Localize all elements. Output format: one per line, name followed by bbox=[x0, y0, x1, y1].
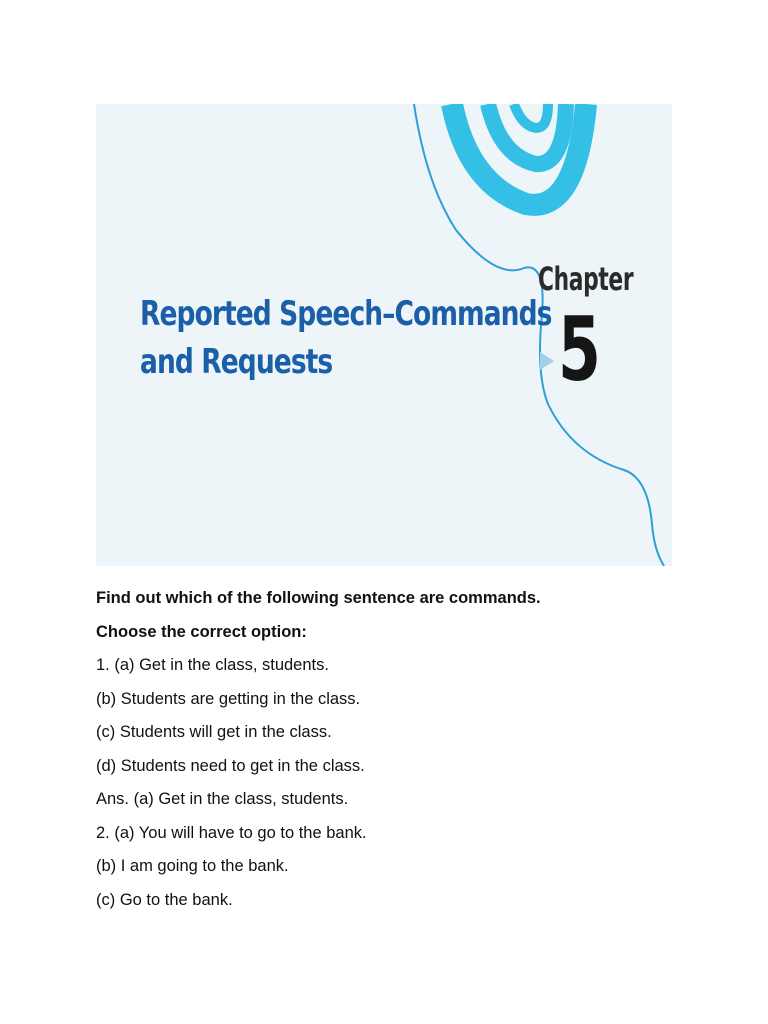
chapter-title-line-1: Reported Speech–Commands bbox=[140, 294, 552, 334]
exercise-line: 1. (a) Get in the class, students. bbox=[96, 656, 329, 674]
exercise-content bbox=[96, 582, 696, 917]
swirl-arc-inner bbox=[514, 104, 548, 128]
play-triangle-icon bbox=[540, 352, 554, 370]
chapter-number: 5 bbox=[558, 298, 601, 401]
exercise-line: (b) Students are getting in the class. bbox=[96, 689, 361, 708]
exercise-line: (b) I am going to the bank. bbox=[96, 857, 289, 875]
chapter-label: Chapter bbox=[538, 260, 634, 298]
chapter-title bbox=[140, 290, 552, 386]
chapter-banner bbox=[96, 104, 672, 566]
exercise-line: 2. (a) You will have to go to the bank. bbox=[96, 823, 367, 842]
instruction-heading: Find out which of the following sentence are commands. bbox=[96, 589, 541, 607]
exercise-line: (d) Students need to get in the class. bbox=[96, 756, 365, 775]
answer-line: Ans. (a) Get in the class, students. bbox=[96, 790, 349, 808]
instruction-subheading: Choose the correct option: bbox=[96, 622, 307, 641]
chapter-title-line-2: and Requests bbox=[140, 342, 333, 382]
exercise-line: (c) Students will get in the class. bbox=[96, 723, 332, 741]
swirl-arc-middle bbox=[488, 104, 566, 164]
meander-curve bbox=[414, 104, 664, 566]
exercise-line: (c) Go to the bank. bbox=[96, 890, 233, 909]
